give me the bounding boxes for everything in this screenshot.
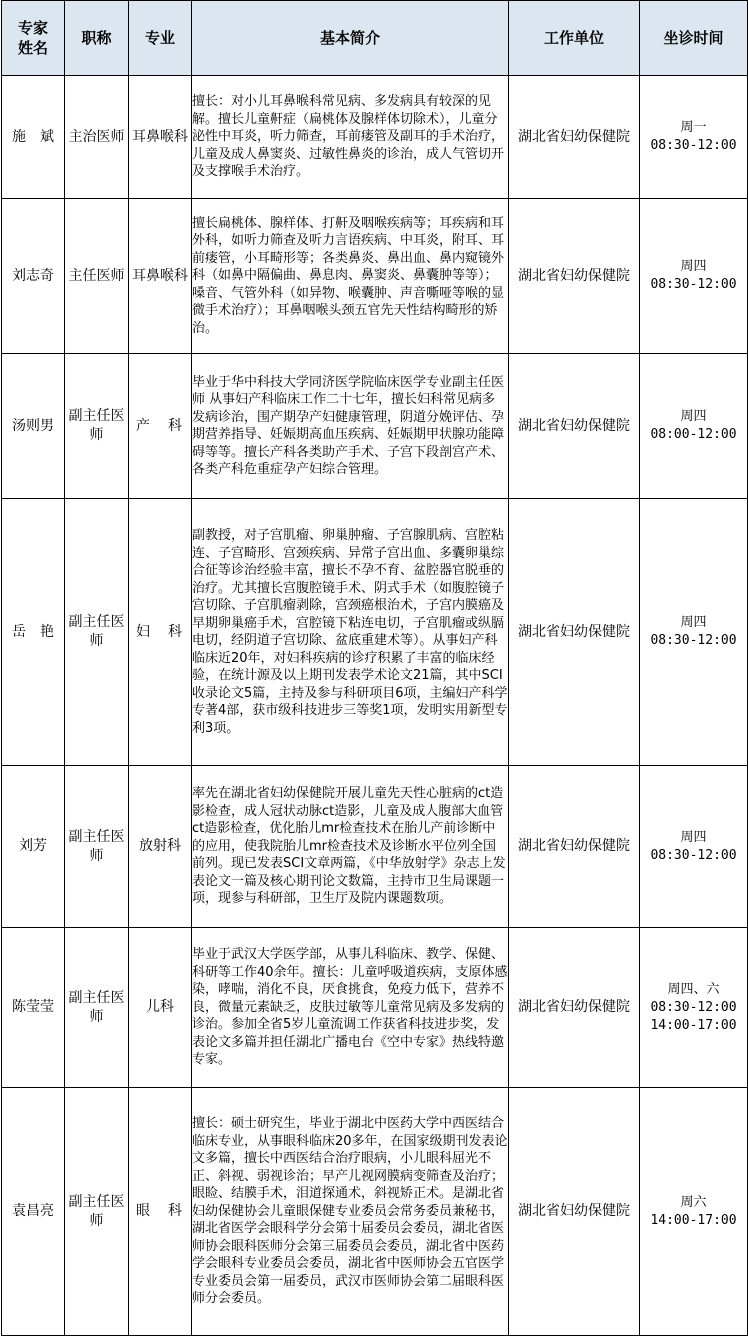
- clinic-day: 周四: [680, 409, 707, 424]
- doctor-intro: 率先在湖北省妇幼保健院开展儿童先天性心脏病的ct造影检查，成人冠状动脉ct造影，儿童及成人腹部大血管ct造影检查，优化胎儿mr检查技术在胎儿产前诊断中的应用，使我院胎儿mr检查技术及诊断水平位列全国前列。现已发表SCI文章两篇，《中华放射学》杂志上发表论文一篇及核心期刊论文数篇，主持市卫生局课题一项，现参与科研部，卫生厅及院内课题数项。: [192, 766, 509, 928]
- doctor-specialty: 产 科: [129, 354, 192, 499]
- table-row: [2, 199, 748, 354]
- doctor-title: 副主任医师: [65, 1088, 129, 1336]
- table-row: [2, 499, 748, 766]
- header-name-line2: 姓名: [17, 39, 48, 57]
- clinic-time-afternoon: 14:00-17:00: [650, 1017, 737, 1033]
- doctor-name: 施 斌: [2, 76, 65, 199]
- clinic-schedule: [640, 76, 748, 199]
- header-specialty: 专业: [129, 1, 192, 76]
- clinic-schedule: [640, 766, 748, 928]
- clinic-time: 14:00-17:00: [650, 1212, 737, 1228]
- clinic-time: 08:30-12:00: [650, 277, 737, 292]
- doctor-name: 袁昌亮: [2, 1088, 65, 1336]
- doctor-workplace: 湖北省妇幼保健院: [509, 766, 640, 928]
- clinic-schedule: [640, 354, 748, 499]
- doctor-workplace: 湖北省妇幼保健院: [509, 199, 640, 354]
- header-name: [2, 1, 65, 76]
- clinic-schedule: [640, 199, 748, 354]
- table-row: [2, 354, 748, 499]
- header-workplace: 工作单位: [509, 1, 640, 76]
- doctor-title: 副主任医师: [65, 499, 129, 766]
- doctor-intro: 擅长扁桃体、腺样体、打鼾及咽喉疾病等；耳疾病和耳外科，如听力筛查及听力言语疾病、中耳炎，附耳、耳前瘘管，小耳畸形等；各类鼻炎、鼻出血、鼻内窥镜外科（如鼻中隔偏曲、鼻息肉、鼻窦炎、鼻囊肿等等）；嗓音、气管外科（如异物、喉囊肿、声音嘶哑等喉的显微手术治疗）；耳鼻咽喉头颈五官先天性结构畸形的矫治。: [192, 199, 509, 354]
- doctor-specialty: 放射科: [129, 766, 192, 928]
- clinic-day: 周四: [680, 829, 707, 845]
- table-header-row: [2, 1, 748, 76]
- doctor-specialty: 耳鼻喉科: [129, 199, 192, 354]
- clinic-time: 08:00-12:00: [650, 427, 737, 442]
- clinic-schedule: [640, 499, 748, 766]
- doctor-name: 刘志奇: [2, 199, 65, 354]
- clinic-day: 周一: [680, 120, 707, 135]
- header-title: 职称: [65, 1, 129, 76]
- clinic-time: 08:30-12:00: [650, 633, 737, 648]
- clinic-schedule: [640, 928, 748, 1088]
- expert-schedule-table: [1, 0, 748, 1336]
- header-schedule: 坐诊时间: [640, 1, 748, 76]
- doctor-workplace: 湖北省妇幼保健院: [509, 928, 640, 1088]
- table-row: [2, 766, 748, 928]
- table-row: [2, 928, 748, 1088]
- doctor-specialty: 耳鼻喉科: [129, 76, 192, 199]
- clinic-time: 08:30-12:00: [650, 847, 737, 863]
- table-row: [2, 76, 748, 199]
- clinic-time: 08:30-12:00: [650, 138, 737, 153]
- doctor-specialty: 妇 科: [129, 499, 192, 766]
- doctor-title: 副主任医师: [65, 766, 129, 928]
- doctor-workplace: 湖北省妇幼保健院: [509, 1088, 640, 1336]
- doctor-intro: 擅长：硕士研究生，毕业于湖北中医药大学中西医结合临床专业，从事眼科临床20多年，在国家级期刊发表论文多篇，擅长中西医结合治疗眼病，小儿眼科屈光不正、斜视、弱视诊治；早产儿视网膜病变筛查及治疗；眼睑、结膜手术，泪道探通术，斜视矫正术。是湖北省妇幼保健协会儿童眼保健专业委员会常务委员兼秘书，湖北省医学会眼科学分会第十届委员会委员，湖北省医师协会眼科医师分会第三届委员会委员，湖北省中医药学会眼科专业委员会委员，湖北省中医师协会五官医学专业委员会第一届委员，武汉市医师协会第二届眼科医师分会委员。: [192, 1088, 509, 1336]
- doctor-name: 刘芳: [2, 766, 65, 928]
- doctor-intro: 毕业于华中科技大学同济医学院临床医学专业副主任医师 从事妇产科临床工作二十七年，擅长妇科常见病多发病诊治，围产期孕产妇健康管理，阴道分娩评估、孕期营养指导、妊娠期高血压疾病、妊娠期甲状腺功能障碍等等。擅长产科各类助产手术、子宫下段剖宫产术、各类产科危重症孕产妇综合管理。: [192, 354, 509, 499]
- doctor-name: 岳 艳: [2, 499, 65, 766]
- doctor-title: 主任医师: [65, 199, 129, 354]
- doctor-intro: 毕业于武汉大学医学部，从事儿科临床、教学、保健、科研等工作40余年。擅长：儿童呼吸道疾病，支原体感染，哮喘，消化不良，厌食挑食，免疫力低下，营养不良，微量元素缺乏，皮肤过敏等儿童常见病及多发病的诊治。参加全省5岁儿童流调工作获省科技进步奖，发表论文多篇并担任湖北广播电台《空中专家》热线特邀专家。: [192, 928, 509, 1088]
- doctor-workplace: 湖北省妇幼保健院: [509, 354, 640, 499]
- doctor-title: 副主任医师: [65, 928, 129, 1088]
- clinic-time: 08:30-12:00: [650, 999, 737, 1015]
- header-name-line1: 专家: [17, 19, 48, 37]
- doctor-workplace: 湖北省妇幼保健院: [509, 76, 640, 199]
- table-row: [2, 1088, 748, 1336]
- clinic-day: 周四、六: [667, 981, 720, 997]
- clinic-day: 周六: [680, 1194, 707, 1210]
- doctor-name: 汤则男: [2, 354, 65, 499]
- header-intro: 基本简介: [192, 1, 509, 76]
- doctor-title: 主治医师: [65, 76, 129, 199]
- clinic-day: 周四: [680, 615, 707, 630]
- doctor-specialty: 眼 科: [129, 1088, 192, 1336]
- doctor-intro: 副教授，对子宫肌瘤、卵巢肿瘤、子宫腺肌病、宫腔粘连、子宫畸形、宫颈疾病、异常子宫出血、多囊卵巢综合征等诊治经验丰富，擅长不孕不育、盆腔器官脱垂的治疗。尤其擅长宫腹腔镜手术、阴式手术（如腹腔镜子宫切除、子宫肌瘤剥除，宫颈癌根治术，子宫内膜癌及早期卵巢癌手术，宫腔镜下粘连电切，子宫肌瘤或纵膈电切，经阴道子宫切除、盆底重建术等）。从事妇产科临床近20年，对妇科疾病的诊疗积累了丰富的临床经验，在统计源及以上期刊发表学术论文21篇，其中SCI收录论文5篇，主持及参与科研项目6项，主编妇产科学专著4部，获市级科技进步三等奖1项，发明实用新型专利3项。: [192, 499, 509, 766]
- doctor-title: 副主任医师: [65, 354, 129, 499]
- doctor-workplace: 湖北省妇幼保健院: [509, 499, 640, 766]
- doctor-name: 陈莹莹: [2, 928, 65, 1088]
- doctor-specialty: 儿科: [129, 928, 192, 1088]
- doctor-intro: 擅长：对小儿耳鼻喉科常见病、多发病具有较深的见解。擅长儿童鼾症（扁桃体及腺样体切除术），儿童分泌性中耳炎，听力筛查，耳前瘘管及副耳的手术治疗，儿童及成人鼻窦炎、过敏性鼻炎的诊治，成人气管切开及支撑喉手术治疗。: [192, 76, 509, 199]
- clinic-day: 周四: [680, 259, 707, 274]
- clinic-schedule: [640, 1088, 748, 1336]
